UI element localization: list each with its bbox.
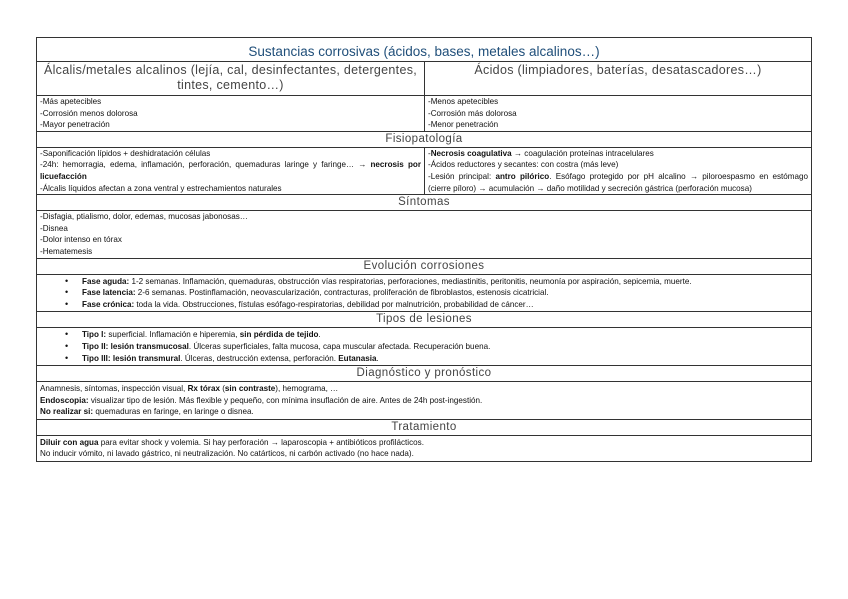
- list-item: [65, 341, 808, 353]
- diagnosis-content: [37, 382, 812, 420]
- lesion-type-label: Tipo III: lesión transmural: [82, 353, 181, 363]
- table-title: Sustancias corrosivas (ácidos, bases, metales alcalinos…): [37, 38, 812, 62]
- evolution-phases: [37, 274, 812, 312]
- bullet-icon: •: [65, 287, 69, 298]
- alkali-patho-line: -Álcalis líquidos afectan a zona ventral y estrechamientos naturales: [40, 183, 282, 193]
- bullet-icon: •: [65, 340, 69, 351]
- lesion-type-text: . Úlceras superficiales, falta mucosa, capa muscular afectada. Recuperación buena.: [188, 341, 491, 351]
- phase-text: 1-2 semanas. Inflamación, quemaduras, obstrucción vías respiratorias, perforaciones, mediastinitis, peritonitis, neumonía por aspiración, sepicemia, muerte.: [129, 276, 692, 286]
- acid-column-header: Ácidos (limpiadores, baterías, desatascadores…): [425, 62, 812, 96]
- treatment-line: [40, 437, 808, 449]
- endoscopy-term: Endoscopia:: [40, 395, 89, 405]
- lesion-type-emphasis: sin pérdida de tejido: [239, 330, 319, 340]
- treatment-content: [37, 435, 812, 461]
- lesion-type-text: .: [376, 353, 379, 363]
- diagnosis-line: [40, 395, 808, 407]
- phase-label: Fase aguda:: [82, 276, 130, 286]
- lesion-type-label: Tipo I:: [82, 330, 107, 340]
- phase-text: toda la vida. Obstrucciones, fístulas esófago-respiratorias, debilidad por malnutrición, probabilidad de cáncer…: [134, 299, 534, 309]
- acid-patho-text: → coagulación proteínas intracelulares: [511, 148, 654, 158]
- corrosive-substances-table: [36, 37, 812, 462]
- symptom-line: -Disfagia, ptialismo, dolor, edemas, mucosas jabonosas…: [40, 212, 248, 222]
- bullet-icon: •: [65, 352, 69, 363]
- symptom-line: -Hematemesis: [40, 246, 93, 256]
- list-item: [65, 287, 804, 299]
- section-heading-evolucion: Evolución corrosiones: [37, 258, 812, 274]
- acid-patho-line: [428, 148, 808, 160]
- diagnosis-text: Anamnesis, síntomas, inspección visual,: [40, 384, 188, 394]
- list-item: [65, 329, 808, 341]
- alkali-patho-line: -Saponificación lípidos + deshidratación células: [40, 148, 211, 158]
- alkali-column-header: Álcalis/metales alcalinos (lejía, cal, desinfectantes, detergentes, tintes, cemento…): [37, 62, 425, 96]
- liquefaction-necrosis-term: necrosis por licuefacción: [40, 160, 421, 181]
- alkali-property: -Corrosión menos dolorosa: [40, 108, 138, 118]
- section-heading-tipos: Tipos de lesiones: [37, 312, 812, 328]
- alkali-property: -Más apetecibles: [40, 97, 102, 106]
- section-heading-diagnostico: Diagnóstico y pronóstico: [37, 366, 812, 382]
- diagnosis-text: ), hemograma, …: [275, 384, 339, 394]
- section-heading-sintomas: Síntomas: [37, 195, 812, 211]
- xray-term: Rx tórax: [187, 384, 220, 394]
- lesion-type-text: . Úlceras, destrucción extensa, perforación.: [180, 353, 339, 363]
- evolution-list: [40, 276, 808, 311]
- pyloric-antrum-term: antro pilórico: [495, 171, 550, 181]
- acid-property: -Corrosión más dolorosa: [428, 108, 517, 118]
- symptom-line: -Dolor intenso en tórax: [40, 235, 122, 245]
- alkali-patho-line: [40, 159, 421, 182]
- list-item: [65, 276, 804, 288]
- acid-patho-text: -: [428, 148, 431, 158]
- acid-property: -Menos apetecibles: [428, 97, 499, 106]
- lesion-type-label: Tipo II: lesión transmucosal: [82, 341, 189, 351]
- diagnosis-line: [40, 406, 808, 418]
- lesion-type-text: superficial. Inflamación e hiperemia,: [106, 330, 240, 340]
- diagnosis-text: quemaduras en faringe, en laringe o disnea.: [93, 407, 254, 417]
- contraindication-term: No realizar si:: [40, 407, 94, 417]
- alkali-property: -Mayor penetración: [40, 120, 110, 130]
- bullet-icon: •: [65, 275, 69, 286]
- alkali-properties: [37, 96, 425, 132]
- phase-label: Fase latencia:: [82, 288, 136, 298]
- symptom-line: -Disnea: [40, 223, 68, 233]
- acid-patho-text: -Lesión principal:: [428, 171, 496, 181]
- treatment-text: para evitar shock y volemia. Si hay perforación → laparoscopia + antibióticos profilácticos.: [98, 437, 424, 447]
- coagulative-necrosis-term: Necrosis coagulativa: [430, 148, 512, 158]
- section-heading-tratamiento: Tratamiento: [37, 419, 812, 435]
- no-contrast-term: sin contraste: [224, 384, 276, 394]
- acid-patho-line: -Ácidos reductores y secantes: con costra (más leve): [428, 160, 619, 170]
- diagnosis-text: visualizar tipo de lesión. Más flexible y pequeño, con mínima insuflación de aire. Antes de 24h post-ingestión.: [88, 395, 483, 405]
- treatment-line: No inducir vómito, ni lavado gástrico, ni neutralización. No catárticos, ni carbón activado (no hace nada).: [40, 449, 414, 459]
- diagnosis-line: [40, 383, 808, 395]
- lesion-type-list: [40, 329, 808, 364]
- bullet-icon: •: [65, 329, 69, 340]
- phase-text: 2-6 semanas. Postinflamación, neovascularización, contracturas, proliferación de fibroblastos, estenosis cicatricial.: [135, 288, 549, 298]
- list-item: [65, 353, 808, 365]
- phase-label: Fase crónica:: [82, 299, 135, 309]
- list-item: [65, 299, 804, 311]
- acid-patho-line: [428, 171, 808, 194]
- alkali-pathophysiology: [37, 147, 425, 194]
- diagnosis-text: (: [219, 384, 225, 394]
- lesion-type-text: .: [318, 330, 321, 340]
- acid-pathophysiology: [425, 147, 812, 194]
- dilute-water-term: Diluir con agua: [40, 437, 99, 447]
- alkali-patho-text: -24h: hemorragia, edema, inflamación, perforación, quemaduras laringe y faringe… →: [40, 160, 371, 170]
- acid-patho-text: . Esófago protegido por pH alcalino → piloroespasmo en estómago (cierre píloro) → acumulación → daño motilidad y secreción gástrica (perforación mucosa): [428, 171, 809, 193]
- symptoms-list: [37, 211, 812, 258]
- acid-properties: [425, 96, 812, 132]
- lesion-type-emphasis: Eutanasia: [338, 353, 377, 363]
- acid-property: -Menor penetración: [428, 120, 499, 130]
- lesion-types: [37, 328, 812, 366]
- section-heading-fisiopatologia: Fisiopatología: [37, 131, 812, 147]
- bullet-icon: •: [65, 298, 69, 309]
